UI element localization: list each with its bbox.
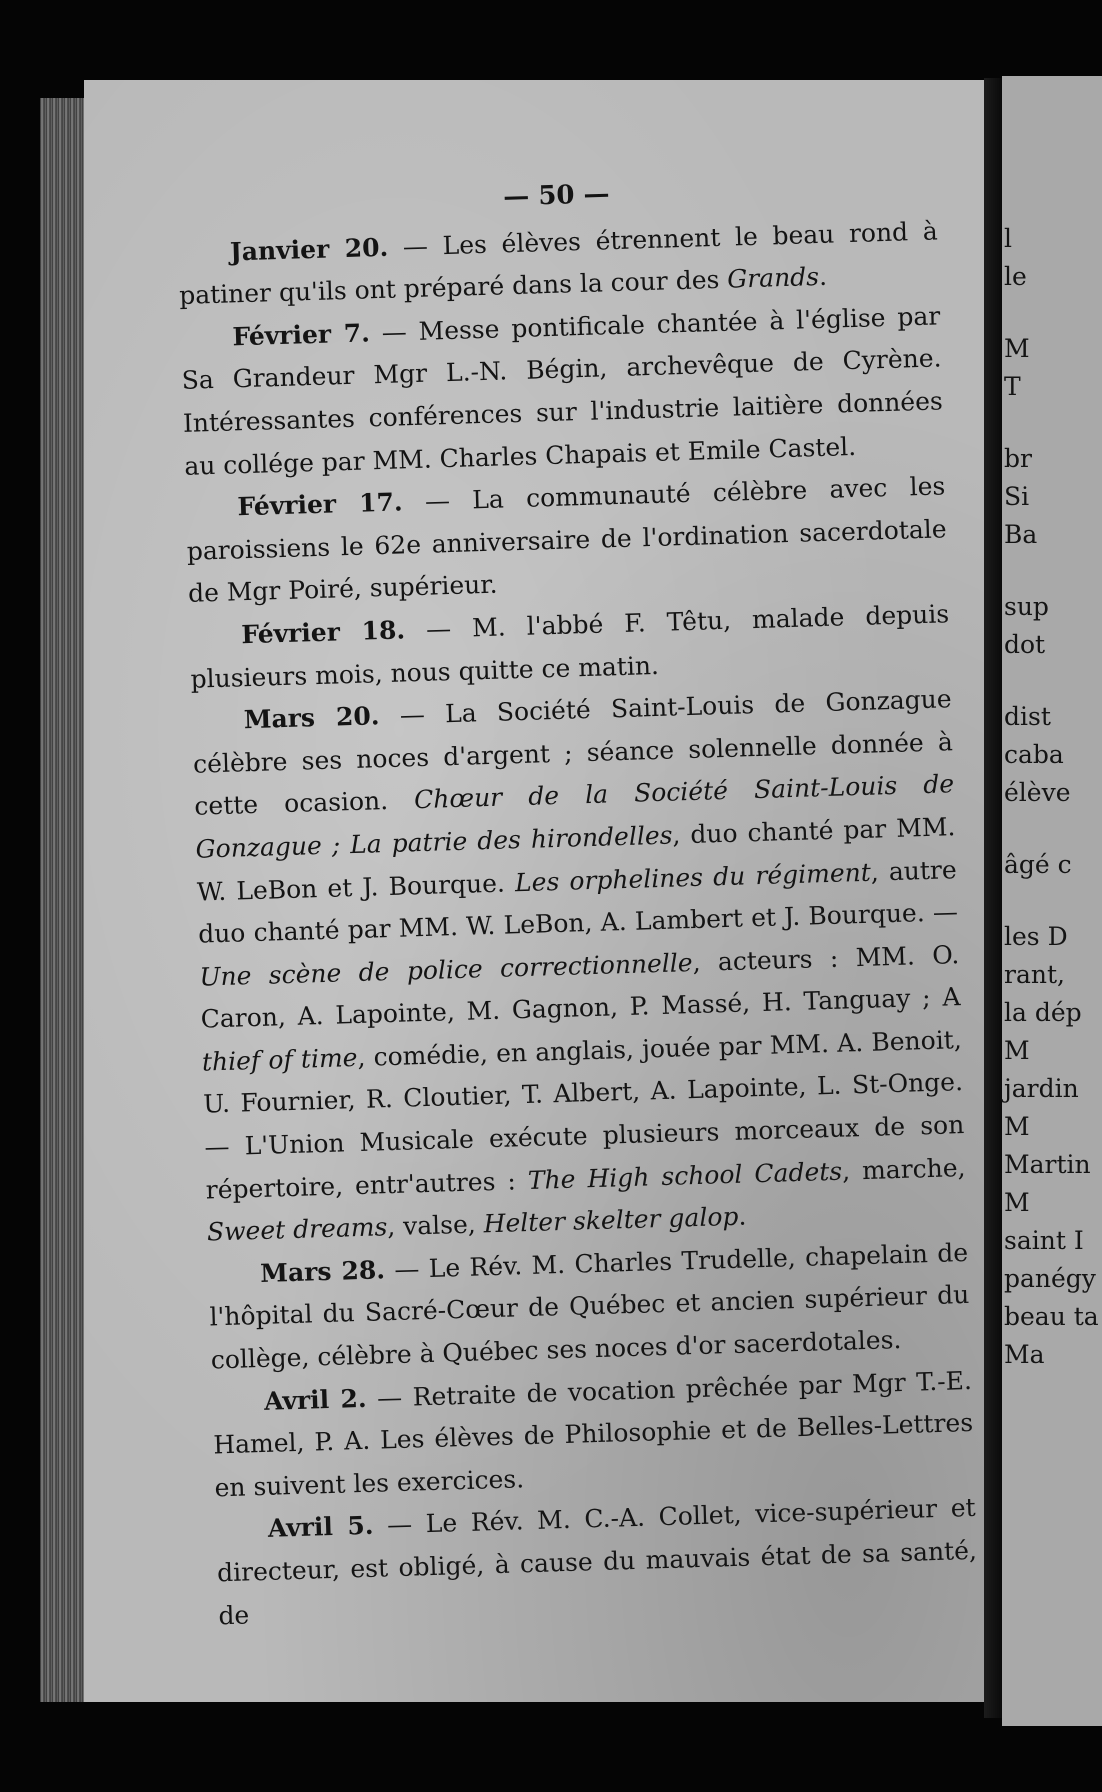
entry-italic: Grands [726,262,820,294]
entry-date: Février 17. [237,487,404,522]
entry-avril-5 [215,1487,978,1637]
entry-text: — La communauté célèbre avec les paroissiens le 62e anniversaire de l'ordination sacerdotale de Mgr Poiré, supérieur. [186,471,947,609]
right-page-fragment: M [1004,1036,1030,1065]
entry-text: , comédie, en anglais, jouée par MM. A. Benoit, U. Fournier, R. Cloutier, T. Albert, A. Lapointe, L. St-Onge. — L'Union Musicale exécute plusieurs morceaux de son répertoire, entr'autres : [202,1024,965,1205]
right-page-fragment: âgé c [1004,850,1072,879]
right-page-fragment: br [1004,444,1032,473]
entry-avril-2 [211,1360,974,1510]
right-page-fragment: les D [1004,922,1068,951]
right-page-fragment: M [1004,334,1030,363]
right-page-fragment: T [1004,372,1021,401]
right-page-fragment [1004,554,1088,588]
right-page-fragment: le [1004,262,1027,291]
right-page-fragment: M [1004,1188,1030,1217]
right-page-fragment: Si [1004,482,1030,511]
entry-mars-28 [208,1232,971,1382]
entry-date: Avril 2. [263,1383,367,1416]
entry-text: — Le Rév. M. Charles Trudelle, chapelain de l'hôpital du Sacré-Cœur de Québec et ancien supérieur du collège, célèbre à Québec ses noces d'or sacerdotales. [209,1237,970,1375]
right-page-fragment: caba [1004,740,1064,769]
entry-text: — Retraite de vocation prêchée par Mgr T.-E. Hamel, P. A. Les élèves de Philosophie et de Belles-Lettres en suivent les exercices. [212,1365,974,1503]
entry-italic: thief of time [201,1042,358,1077]
entry-text: — La Société Saint-Louis de Gonzague célèbre ses noces d'argent ; séance solennelle donnée à cette ocasion. [192,684,954,822]
entry-text: — Les élèves étrennent le beau rond à patiner qu'ils ont préparé dans la cour des [178,216,939,311]
entry-italic: Chœur de la Société Saint-Louis de Gonzague ; La patrie des hirondelles [195,769,955,864]
entry-text: , duo chanté par MM. W. LeBon et J. Bourque. [196,812,956,907]
right-page-fragment: Ma [1004,1340,1045,1369]
entry-italic: The High school Cadets [527,1156,843,1195]
right-page-fragment: la dép [1004,998,1082,1027]
entry-fevrier-7 [180,295,945,488]
entry-italic: Les orphelines du régiment [514,857,872,897]
entry-italic: Une scène de police correctionnelle [199,947,694,992]
entry-text: , autre duo chanté par MM. W. LeBon, A. Lambert et J. Bourque. — [197,854,959,949]
entry-date: Mars 28. [259,1255,386,1288]
entry-mars-20 [191,678,967,1254]
entry-fevrier-17 [185,465,948,615]
right-page-fragment: beau ta [1004,1302,1099,1331]
entry-text: , marche, [841,1152,966,1186]
entry-text: . [737,1201,747,1232]
entry-text: — Messe pontificale chantée à l'église par Sa Grandeur Mgr L.-N. Bégin, archevêque de Cyrène. Intéressantes conférences sur l'industrie laitière données au collége par MM. Charles Chapais et Emile Castel. [181,301,944,481]
left-page-text [176,163,979,1637]
right-page-fragment: dot [1004,630,1046,659]
entry-text: — Le Rév. M. C.-A. Collet, vice-supérieur et directeur, est obligé, à cause du mauvais état de sa santé, de [216,1493,978,1630]
book-gutter [984,78,1002,1718]
right-page-fragment: M [1004,1112,1030,1141]
entry-italic: Helter skelter galop [483,1202,739,1239]
entry-text: , acteurs : MM. O. Caron, A. Lapointe, M. Gagnon, P. Massé, H. Tanguay ; A [200,939,961,1034]
entry-text: , valse, [386,1209,485,1242]
entry-date: Février 7. [232,318,371,352]
entry-date: Avril 5. [267,1511,374,1544]
right-page-fragment [1004,664,1088,698]
entry-text-tail: . [818,261,828,292]
right-page-fragment: Ba [1004,520,1038,549]
entry-date: Janvier 20. [229,232,389,267]
right-page-fragment: saint I [1004,1226,1084,1255]
page-number: — 50 — [502,179,611,213]
right-page-fragment: panégy [1004,1264,1096,1293]
right-page-fragments [1004,220,1099,1374]
entry-date: Mars 20. [243,701,380,735]
right-page-fragment: rant, [1004,960,1065,989]
right-page-fragment: sup [1004,592,1049,621]
right-page-fragment [1004,406,1088,440]
right-page-fragment [1004,296,1088,330]
right-page-fragment [1004,884,1088,918]
right-page-fragment: jardin [1004,1074,1079,1103]
entry-date: Février 18. [240,615,406,650]
entry-italic: Sweet dreams [206,1212,388,1247]
right-page-fragment: élève [1004,778,1071,807]
entry-text: — M. l'abbé F. Têtu, malade depuis plusieurs mois, nous quitte ce matin. [190,599,950,694]
right-page-fragment: l [1004,224,1012,253]
right-page-fragment [1004,812,1088,846]
right-page-fragment: dist [1004,702,1051,731]
right-page-fragment: Martin [1004,1150,1091,1179]
